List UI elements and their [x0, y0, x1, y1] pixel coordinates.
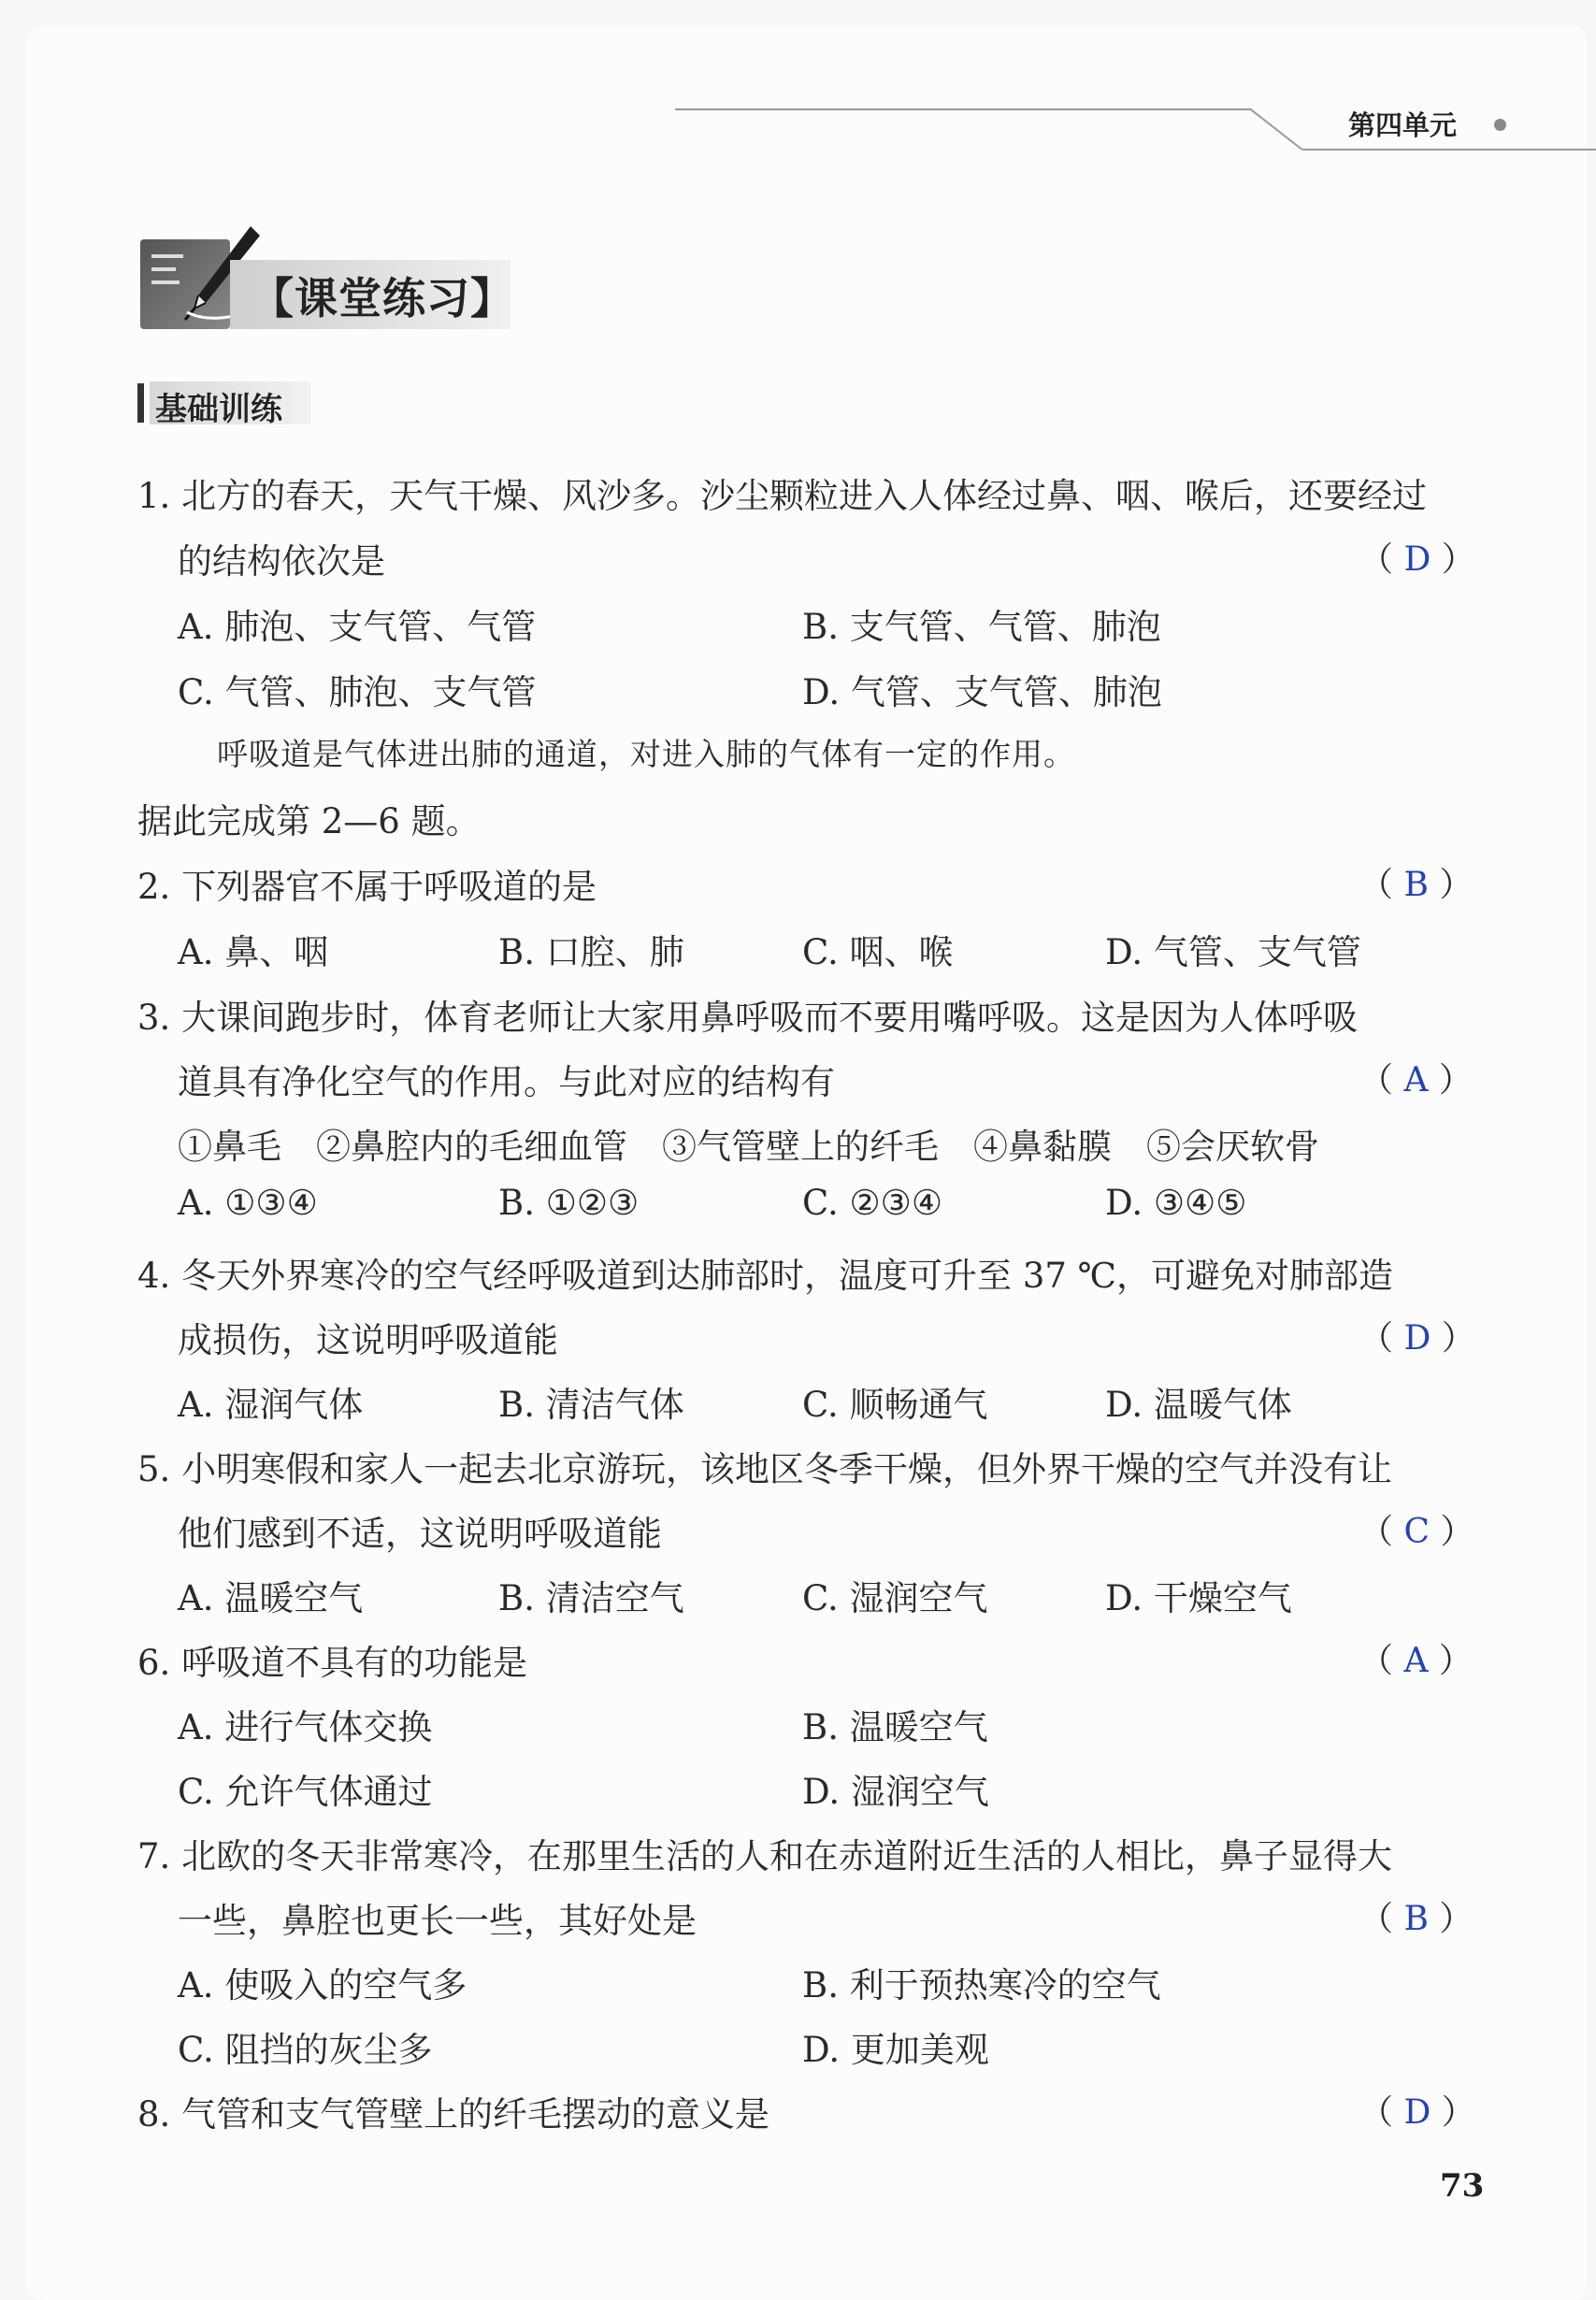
answer-letter: D: [1403, 1319, 1431, 1358]
option: C. 气管、肺泡、支气管: [178, 672, 537, 712]
question-line: 1. 北方的春天，天气干燥、风沙多。沙尘颗粒进入人体经过鼻、咽、喉后，还要经过: [137, 476, 1428, 516]
question-line: 他们感到不适，这说明呼吸道能: [178, 1514, 662, 1554]
option: C. 顺畅通气: [802, 1385, 988, 1425]
option: A. 鼻、咽: [178, 932, 329, 972]
option: D. 湿润空气: [802, 1772, 989, 1812]
question-line: 4. 冬天外界寒冷的空气经呼吸道到达肺部时，温度可升至 37 ℃，可避免对肺部造: [137, 1256, 1394, 1296]
option: A. 使吸入的空气多: [178, 1965, 467, 2005]
answer-letter: B: [1403, 1900, 1429, 1938]
answer-bracket: （ D ）: [1359, 1319, 1475, 1358]
option: D. 温暖气体: [1105, 1385, 1292, 1425]
answer-bracket: （ D ）: [1359, 2093, 1475, 2132]
header-dot: [1494, 119, 1506, 131]
answer-letter: C: [1403, 1513, 1430, 1551]
question-line: 成损伤，这说明呼吸道能: [178, 1320, 558, 1360]
question-line: 3. 大课间跑步时，体育老师让大家用鼻呼吸而不要用嘴呼吸。这是因为人体呼吸: [137, 998, 1359, 1038]
option: D. 干燥空气: [1105, 1578, 1292, 1618]
answer-bracket: （ B ）: [1359, 866, 1474, 904]
answer-bracket: （ A ）: [1359, 1642, 1473, 1680]
subheading-bar: [137, 383, 144, 423]
option: D. 气管、支气管、肺泡: [802, 672, 1162, 712]
option: D. ③④⑤: [1105, 1183, 1247, 1223]
option: B. 清洁空气: [498, 1578, 684, 1618]
option: B. ①②③: [498, 1183, 640, 1223]
page-number: 73: [1440, 2167, 1485, 2205]
question-line: 7. 北欧的冬天非常寒冷，在那里生活的人和在赤道附近生活的人相比，鼻子显得大: [137, 1836, 1393, 1876]
option: A. 肺泡、支气管、气管: [178, 607, 537, 647]
section-banner: [140, 223, 608, 335]
section-title: 【课堂练习】: [251, 273, 514, 323]
passage-note: 据此完成第 2—6 题。: [137, 801, 481, 841]
answer-bracket: （ D ）: [1359, 540, 1475, 579]
answer-letter: D: [1403, 540, 1431, 579]
option: C. 阻挡的灰尘多: [178, 2030, 433, 2070]
subheading: 基础训练: [155, 391, 282, 428]
question-line: 5. 小明寒假和家人一起去北京游玩，该地区冬季干燥，但外界干燥的空气并没有让: [137, 1449, 1393, 1489]
option: A. 进行气体交换: [178, 1707, 433, 1747]
structure-list: ①鼻毛 ②鼻腔内的毛细血管 ③气管壁上的纤毛 ④鼻黏膜 ⑤会厌软骨: [178, 1127, 1319, 1167]
answer-bracket: （ A ）: [1359, 1061, 1473, 1100]
option: A. 湿润气体: [178, 1385, 364, 1425]
question-line: 8. 气管和支气管壁上的纤毛摆动的意义是: [137, 2094, 770, 2135]
option: B. 温暖空气: [802, 1707, 988, 1747]
question-line: 道具有净化空气的作用。与此对应的结构有: [178, 1062, 835, 1102]
question-line: 6. 呼吸道不具有的功能是: [137, 1643, 528, 1683]
option: C. 湿润空气: [802, 1578, 988, 1618]
answer-letter: A: [1403, 1642, 1429, 1680]
option: C. ②③④: [802, 1183, 943, 1223]
question-line: 2. 下列器官不属于呼吸道的是: [137, 867, 597, 907]
option: C. 允许气体通过: [178, 1772, 433, 1812]
header-rule: [675, 108, 1252, 110]
answer-bracket: （ C ）: [1359, 1513, 1474, 1551]
option: D. 更加美观: [802, 2030, 989, 2070]
question-line: 一些，鼻腔也更长一些，其好处是: [178, 1901, 697, 1941]
option: A. 温暖空气: [178, 1578, 364, 1618]
option: B. 利于预热寒冷的空气: [802, 1965, 1161, 2005]
option: A. ①③④: [178, 1183, 318, 1223]
answer-letter: A: [1403, 1061, 1429, 1100]
option: C. 咽、喉: [802, 932, 954, 972]
answer-letter: D: [1403, 2093, 1431, 2132]
header-rule-lower: [1302, 149, 1596, 151]
option: B. 支气管、气管、肺泡: [802, 607, 1161, 647]
option: B. 口腔、肺: [498, 932, 684, 972]
passage-intro: 呼吸道是气体进出肺的通道，对进入肺的气体有一定的作用。: [217, 736, 1075, 772]
option: B. 清洁气体: [498, 1385, 684, 1425]
option: D. 气管、支气管: [1105, 932, 1361, 972]
question-line: 的结构依次是: [178, 541, 385, 582]
unit-title: 第四单元: [1348, 109, 1458, 141]
answer-letter: B: [1403, 866, 1429, 904]
answer-bracket: （ B ）: [1359, 1900, 1474, 1938]
